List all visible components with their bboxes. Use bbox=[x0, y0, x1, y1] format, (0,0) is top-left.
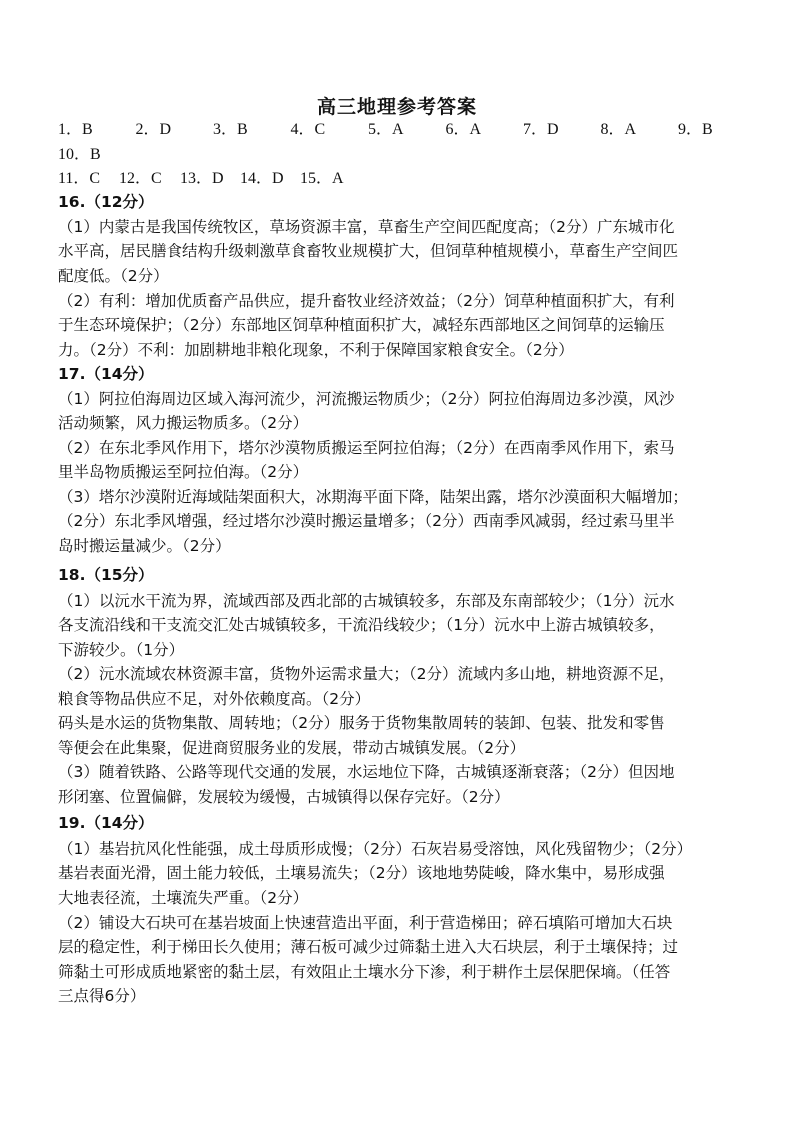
answer-text-line: （1）以沅水干流为界，流域西部及西北部的古城镇较多，东部及东南部较少；（1分）沅水 bbox=[58, 592, 675, 610]
answer-text-line: （2）沅水流域农林资源丰富，货物外运需求量大；（2分）流域内多山地，耕地资源不足， bbox=[58, 665, 675, 683]
answer-text-line: （2）在东北季风作用下，塔尔沙漠物质搬运至阿拉伯海；（2分）在西南季风作用下，索马 bbox=[58, 439, 675, 457]
answer-text-line: （1）阿拉伯海周边区域入海河流少，河流搬运物质少；（2分）阿拉伯海周边多沙漠，风沙 bbox=[58, 390, 675, 408]
answer-text-line: 活动频繁，风力搬运物质多。（2分） bbox=[58, 414, 309, 432]
answer-text-line: （3）随着铁路、公路等现代交通的发展，水运地位下降，古城镇逐渐衰落；（2分）但因地 bbox=[58, 763, 675, 781]
answer-item: 7．D bbox=[523, 121, 559, 138]
answer-text-line: 层的稳定性，利于梯田长久使用；薄石板可减少过筛黏土进入大石块层，利于土壤保持；过 bbox=[58, 938, 679, 956]
answer-item: 8．A bbox=[600, 121, 637, 138]
answer-text-line: 岛时搬运量减少。（2分） bbox=[58, 537, 231, 555]
section-heading: 17.（14分） bbox=[58, 365, 154, 383]
answer-text-line: （1）内蒙古是我国传统牧区，草场资源丰富，草畜生产空间匹配度高；（2分）广东城市化 bbox=[58, 218, 675, 236]
answer-item: 14．D bbox=[240, 170, 284, 187]
answer-text-line: 码头是水运的货物集散、周转地；（2分）服务于货物集散周转的装卸、包装、批发和零售 bbox=[58, 714, 665, 732]
section-heading: 16.（12分） bbox=[58, 193, 154, 211]
answers-row-2 bbox=[58, 143, 748, 166]
answer-item: 12．C bbox=[119, 170, 162, 187]
answer-text-line: 下游较少。（1分） bbox=[58, 641, 185, 659]
answer-text-line: （2）铺设大石块可在基岩坡面上快速营造出平面，利于营造梯田；碎石填陷可增加大石块 bbox=[58, 914, 673, 932]
answer-text-line: （1）基岩抗风化性能强，成土母质形成慢；（2分）石灰岩易受溶蚀，风化残留物少；（2分） bbox=[58, 840, 693, 858]
answer-item: 3．B bbox=[213, 121, 248, 138]
answer-item: 6．A bbox=[445, 121, 482, 138]
answer-item: 2．D bbox=[135, 121, 172, 138]
answer-text-line: 配度低。（2分） bbox=[58, 267, 169, 285]
answer-item: 4．C bbox=[290, 121, 326, 138]
answer-text-line: 力。（2分）不利：加剧耕地非粮化现象，不利于保障国家粮食安全。（2分） bbox=[58, 341, 574, 359]
answer-text-line: 三点得6分） bbox=[58, 987, 146, 1005]
answers-row-3 bbox=[58, 167, 748, 190]
answer-text-line: 形闭塞、位置偏僻，发展较为缓慢，古城镇得以保存完好。（2分） bbox=[58, 788, 510, 806]
page-title: 高三地理参考答案 bbox=[316, 96, 477, 118]
answer-item: 9．B bbox=[678, 121, 713, 138]
answer-item: 10．B bbox=[58, 146, 101, 163]
answer-item: 1．B bbox=[58, 121, 93, 138]
answer-text-line: （2分）东北季风增强，经过塔尔沙漠时搬运量增多；（2分）西南季风减弱，经过索马里半 bbox=[58, 512, 675, 530]
section-heading: 18.（15分） bbox=[58, 566, 154, 584]
answer-item: 11．C bbox=[58, 170, 101, 187]
answer-text-line: 里半岛物质搬运至阿拉伯海。（2分） bbox=[58, 463, 309, 481]
answers-row-1 bbox=[58, 118, 748, 141]
answer-text-line: （2）有利：增加优质畜产品供应，提升畜牧业经济效益；（2分）饲草种植面积扩大，有利 bbox=[58, 292, 675, 310]
answer-text-line: （3）塔尔沙漠附近海域陆架面积大，冰期海平面下降，陆架出露，塔尔沙漠面积大幅增加； bbox=[58, 488, 688, 506]
answer-text-line: 等便会在此集聚，促进商贸服务业的发展，带动古城镇发展。（2分） bbox=[58, 739, 526, 757]
answer-text-line: 基岩表面光滑，固土能力较低，土壤易流失；（2分）该地地势陡峻，降水集中，易形成强 bbox=[58, 864, 665, 882]
answer-text-line: 粮食等物品供应不足，对外依赖度高。（2分） bbox=[58, 690, 371, 708]
answer-text-line: 各支流沿线和干支流交汇处古城镇较多，干流沿线较少；（1分）沅水中上游古城镇较多， bbox=[58, 616, 665, 634]
answer-text-line: 于生态环境保护；（2分）东部地区饲草种植面积扩大，减轻东西部地区之间饲草的运输压 bbox=[58, 316, 665, 334]
answer-item: 13．D bbox=[180, 170, 224, 187]
answer-item: 15．A bbox=[300, 170, 344, 187]
answer-text-line: 筛黏土可形成质地紧密的黏土层，有效阻止土壤水分下渗，利于耕作土层保肥保墒。（任答 bbox=[58, 963, 671, 981]
answer-text-line: 大地表径流，土壤流失严重。（2分） bbox=[58, 889, 309, 907]
answer-text-line: 水平高，居民膳食结构升级刺激草食畜牧业规模扩大，但饲草种植规模小，草畜生产空间匹 bbox=[58, 242, 679, 260]
answer-item: 5．A bbox=[368, 121, 404, 138]
section-heading: 19.（14分） bbox=[58, 814, 154, 832]
